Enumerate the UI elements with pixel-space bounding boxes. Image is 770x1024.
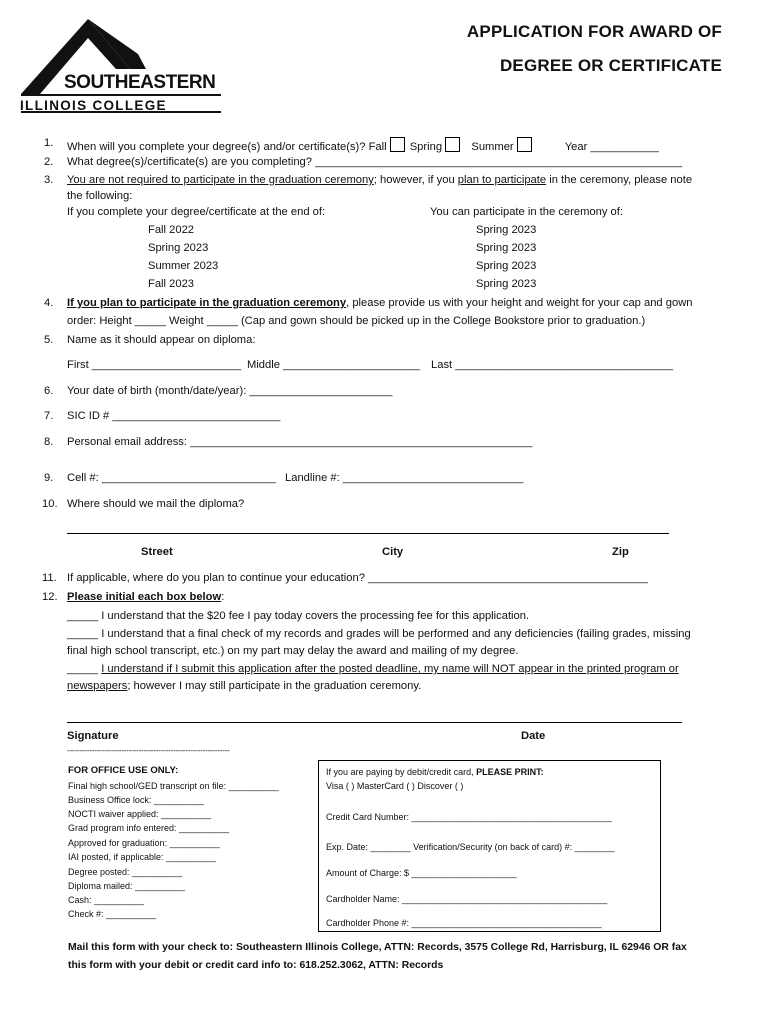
footer-line2: this form with your debit or credit card info to: 618.252.3062, ATTN: Records xyxy=(68,960,444,971)
card-type-options[interactable]: Visa ( ) MasterCard ( ) Discover ( ) xyxy=(326,781,464,791)
initial-records-field[interactable]: _____ I understand that a final check of my records and grades will be performed and any deficiencies (failing grades, missing xyxy=(67,628,691,640)
q4-line1 xyxy=(67,297,693,309)
payment-intro-text: If you are paying by debit/credit card, xyxy=(326,767,477,777)
footer-line1: Mail this form with your check to: Southeastern Illinois College, ATTN: Records, 3575 College Rd, Harrisburg, IL 62946 OR fax xyxy=(68,942,687,953)
q12-colon: : xyxy=(221,591,225,603)
q12-heading: Please initial each box below xyxy=(67,591,222,603)
q3-line2: the following: xyxy=(67,190,133,202)
q3-term: Fall 2023 xyxy=(148,278,195,290)
office-lock-field[interactable]: Business Office lock: __________ xyxy=(68,795,204,805)
q12-item3-line2 xyxy=(67,680,421,692)
q2-number: 2. xyxy=(44,156,54,168)
q3-ceremony: Spring 2023 xyxy=(476,278,537,290)
city-label: City xyxy=(382,546,404,558)
year-field[interactable]: Year ___________ xyxy=(564,141,659,153)
q12-item2-continued: final high school transcript, etc.) on my part may delay the award and mailing of my degree. xyxy=(67,645,519,657)
q5-text: Name as it should appear on diploma: xyxy=(67,334,256,346)
spring-label: Spring xyxy=(409,141,443,153)
landline-field[interactable]: Landline #: _____________________________ xyxy=(285,472,524,484)
q3-term: Fall 2022 xyxy=(148,224,195,236)
middle-name-field[interactable]: Middle ______________________ xyxy=(247,359,420,371)
amount-field[interactable]: Amount of Charge: $ _____________________ xyxy=(326,868,517,878)
sic-id-field[interactable]: SIC ID # ___________________________ xyxy=(67,410,281,422)
form-title-line1: APPLICATION FOR AWARD OF xyxy=(466,22,722,41)
degree-field[interactable]: What degree(s)/certificate(s) are you completing? ___________________________________________________________ xyxy=(67,156,683,168)
q8-number: 8. xyxy=(44,436,54,448)
q9-number: 9. xyxy=(44,472,54,484)
q3-line1 xyxy=(67,174,692,186)
dob-field[interactable]: Your date of birth (month/date/year): _______________________ xyxy=(67,385,393,397)
q3-col1-heading: If you complete your degree/certificate at the end of: xyxy=(67,206,326,218)
first-name-field[interactable]: First ________________________ xyxy=(67,359,242,371)
q3-plan: plan to participate xyxy=(457,174,547,186)
q4-bold: If you plan to participate in the graduation ceremony xyxy=(67,297,347,309)
card-number-field[interactable]: Credit Card Number: ________________________________________ xyxy=(326,812,612,822)
street-label: Street xyxy=(141,546,173,558)
form-title-line2: DEGREE OR CERTIFICATE xyxy=(499,56,722,75)
q1-line xyxy=(67,137,659,153)
signature-label: Signature xyxy=(67,730,119,742)
q12-heading-line xyxy=(67,591,224,603)
logo-text-illinois-college: ILLINOIS COLLEGE xyxy=(20,98,167,113)
initial-fee-field[interactable]: _____ I understand that the $20 fee I pay today covers the processing fee for this application. xyxy=(67,610,530,622)
office-diploma-mailed-field[interactable]: Diploma mailed: __________ xyxy=(68,881,186,891)
q3-ceremony: Spring 2023 xyxy=(476,224,537,236)
email-field[interactable]: Personal email address: _______________________________________________________ xyxy=(67,436,533,448)
office-iai-field[interactable]: IAI posted, if applicable: __________ xyxy=(68,852,217,862)
q3-ceremony: Spring 2023 xyxy=(476,242,537,254)
summer-checkbox[interactable] xyxy=(517,137,532,152)
office-transcript-field[interactable]: Final high school/GED transcript on file: __________ xyxy=(68,781,279,791)
q12-item3-text: I understand if I submit this application after the posted deadline, my name will NOT appear in the printed program or xyxy=(101,663,679,675)
q7-number: 7. xyxy=(44,410,54,422)
office-approved-field[interactable]: Approved for graduation: __________ xyxy=(68,838,220,848)
q10-text: Where should we mail the diploma? xyxy=(67,498,245,510)
office-degree-posted-field[interactable]: Degree posted: __________ xyxy=(68,867,183,877)
mailing-address-line[interactable] xyxy=(67,533,669,534)
office-nocti-field[interactable]: NOCTI waiver applied: __________ xyxy=(68,809,212,819)
q12-newspapers: newspapers xyxy=(67,680,128,692)
zip-label: Zip xyxy=(612,546,629,558)
q3-term: Summer 2023 xyxy=(148,260,219,272)
q3-col2-heading: You can participate in the ceremony of: xyxy=(430,206,623,218)
logo-text-southeastern: SOUTHEASTERN xyxy=(64,72,216,93)
q1-number: 1. xyxy=(44,137,54,149)
q3-not-required: You are not required to participate in the graduation ceremony xyxy=(67,174,374,186)
date-label: Date xyxy=(521,730,546,742)
q12-item3-rest: ; however I may still participate in the graduation ceremony. xyxy=(127,680,422,692)
office-cash-field[interactable]: Cash: __________ xyxy=(68,895,145,905)
signature-line[interactable] xyxy=(67,722,682,723)
q6-number: 6. xyxy=(44,385,54,397)
payment-intro-bold: PLEASE PRINT: xyxy=(476,767,544,777)
q3-term: Spring 2023 xyxy=(148,242,209,254)
continue-education-field[interactable]: If applicable, where do you plan to continue your education? _____________________________________________ xyxy=(67,572,649,584)
exp-date-field[interactable]: Exp. Date: ________ Verification/Security (on back of card) #: ________ xyxy=(326,842,615,852)
spring-checkbox[interactable] xyxy=(445,137,460,152)
q3-part4: in the ceremony, please note xyxy=(546,174,693,186)
payment-intro xyxy=(326,767,544,777)
q1-text: When will you complete your degree(s) and/or certificate(s)? Fall xyxy=(67,141,387,153)
q3-number: 3. xyxy=(44,174,54,186)
college-logo xyxy=(18,14,228,120)
summer-label: Summer xyxy=(471,141,514,153)
q10-number: 10. xyxy=(42,498,58,510)
q5-number: 5. xyxy=(44,334,54,346)
height-weight-field[interactable]: order: Height _____ Weight _____ (Cap and gown should be picked up in the College Bookstore prior to graduation.) xyxy=(67,315,646,327)
last-name-field[interactable]: Last ___________________________________ xyxy=(431,359,674,371)
cardholder-name-field[interactable]: Cardholder Name: _________________________________________ xyxy=(326,894,608,904)
office-check-field[interactable]: Check #: __________ xyxy=(68,909,157,919)
cardholder-phone-field[interactable]: Cardholder Phone #: ______________________________________ xyxy=(326,918,602,928)
office-use-heading: FOR OFFICE USE ONLY: xyxy=(68,765,179,776)
q4-rest: , please provide us with your height and weight for your cap and gown xyxy=(346,297,693,309)
q3-ceremony: Spring 2023 xyxy=(476,260,537,272)
fall-checkbox[interactable] xyxy=(390,137,405,152)
cell-field[interactable]: Cell #: ____________________________ xyxy=(67,472,277,484)
initial-deadline-field[interactable] xyxy=(67,663,679,675)
signature-dashes: ------------------------------------------------------------------ xyxy=(67,746,230,755)
q3-part2: ; however, if you xyxy=(373,174,458,186)
q4-number: 4. xyxy=(44,297,54,309)
q12-number: 12. xyxy=(42,591,58,603)
q12-item3-blank: _____ xyxy=(67,663,102,675)
office-grad-program-field[interactable]: Grad program info entered: __________ xyxy=(68,823,230,833)
q11-number: 11. xyxy=(42,572,57,584)
